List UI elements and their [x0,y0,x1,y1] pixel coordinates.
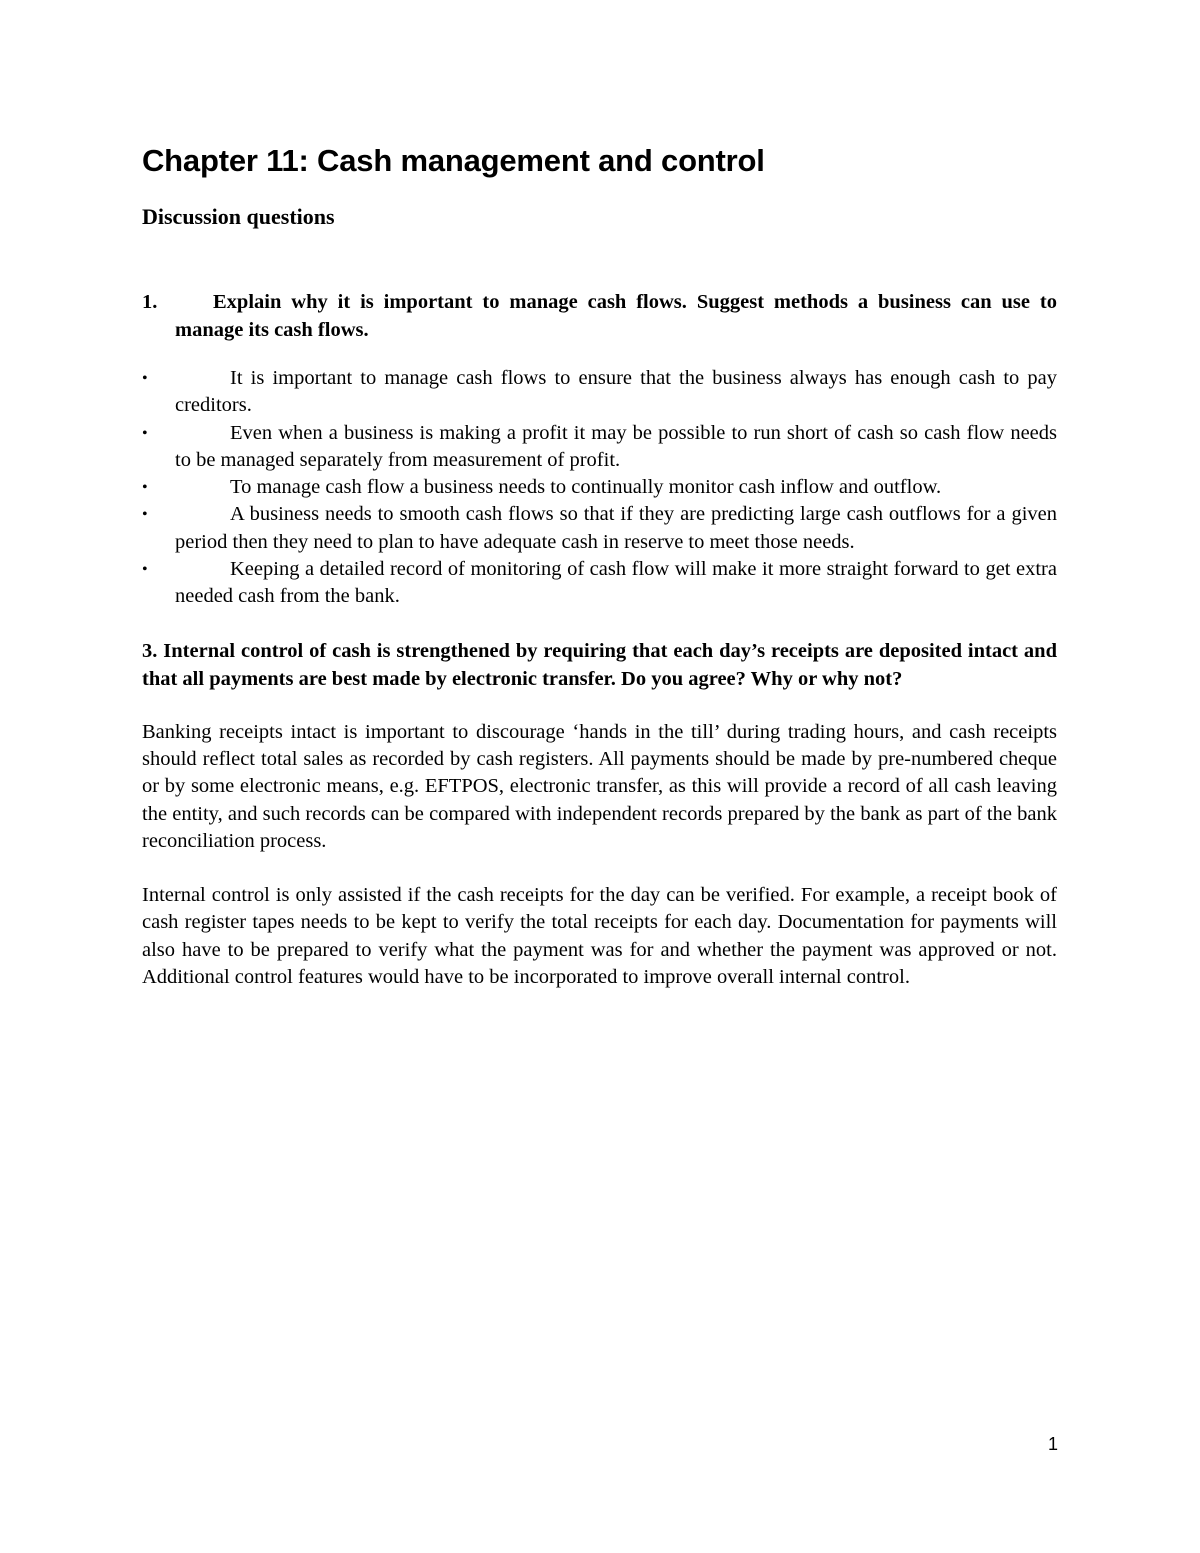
list-item [142,501,1057,556]
bullet-text: Keeping a detailed record of monitoring of cash flow will make it more straight forward to get extra needed cash from the bank. [175,558,1057,608]
bullet-icon: • [142,424,148,442]
page-content [142,140,1057,991]
bullet-icon: • [142,561,148,579]
answer-paragraph-2: Internal control is only assisted if the cash receipts for the day can be verified. For example, a receipt book of cash register tapes needs to be kept to verify the total receipts for each day. Documentation for payments will also have to be prepared to verify what the payment was for and whether the payment was approved or not. Additional control features would have to be incorporated to improve overall internal control. [142,884,1057,989]
list-item [142,420,1057,475]
question-1-text: Explain why it is important to manage cash flows. Suggest methods a business can use to manage its cash flows. [175,291,1057,341]
answer-paragraph-1: Banking receipts intact is important to discourage ‘hands in the till’ during trading hours, and cash receipts should reflect total sales as recorded by cash registers. All payments should be made by pre-numbered cheque or by some electronic means, e.g. EFTPOS, electronic transfer, as this will provide a record of all cash leaving the entity, and such records can be compared with independent records prepared by the bank as part of the bank reconciliation process. [142,720,1057,852]
question-1-number: 1. [142,291,158,313]
question-1 [142,288,1057,344]
page-number: 1 [1048,1434,1059,1454]
section-heading: Discussion questions [142,204,335,229]
chapter-title: Chapter 11: Cash management and control [142,143,765,178]
answer-bullet-list [142,365,1057,611]
list-item [142,474,1057,501]
bullet-icon: • [142,370,148,387]
question-3: 3. Internal control of cash is strengthened by requiring that each day’s receipts are deposited intact and that all payments are best made by electronic transfer. Do you agree? Why or why not? [142,639,1057,690]
bullet-text: It is important to manage cash flows to ensure that the business always has enough cash to pay creditors. [175,367,1057,417]
list-item [142,556,1057,611]
bullet-text: A business needs to smooth cash flows so that if they are predicting large cash outflows for a given period then they need to plan to have adequate cash in reserve to meet those needs. [175,503,1057,553]
bullet-text: To manage cash flow a business needs to continually monitor cash inflow and outflow. [230,476,942,499]
bullet-icon: • [142,479,148,497]
bullet-icon: • [142,506,148,524]
list-item [142,365,1057,420]
bullet-text: Even when a business is making a profit it may be possible to run short of cash so cash flow needs to be managed separately from measurement of profit. [175,421,1057,471]
